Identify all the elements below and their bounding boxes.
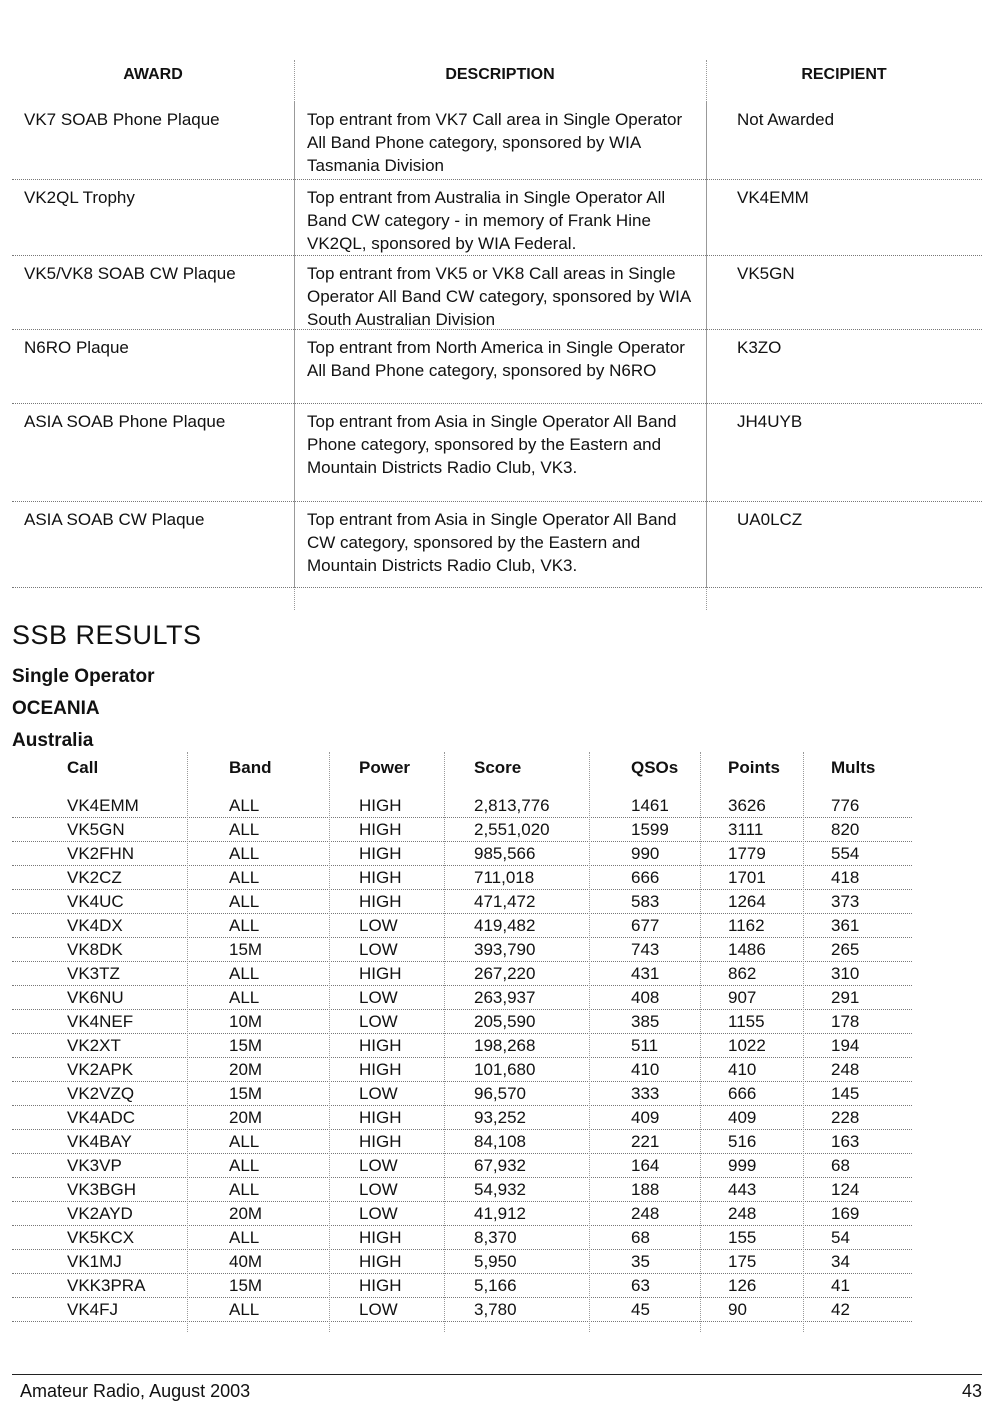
- mults-cell: 291: [831, 988, 860, 1007]
- power-cell: HIGH: [359, 1132, 402, 1151]
- mults-cell: 68: [831, 1156, 850, 1175]
- qsos-cell: 666: [631, 868, 660, 887]
- score-cell: 263,937: [474, 988, 536, 1007]
- result-row: [12, 866, 912, 890]
- points-header: Points: [728, 758, 780, 777]
- power-cell: HIGH: [359, 1252, 402, 1271]
- mults-header: Mults: [831, 758, 876, 777]
- result-row: [12, 1034, 912, 1058]
- band-cell: 20M: [229, 1108, 263, 1127]
- awards-table: [12, 60, 982, 588]
- results-table: [12, 752, 912, 1322]
- band-cell: 15M: [229, 1276, 263, 1295]
- power-cell: LOW: [359, 1204, 398, 1223]
- score-cell: 101,680: [474, 1060, 536, 1079]
- call-cell: VK4DX: [67, 916, 123, 935]
- qsos-cell: 743: [631, 940, 660, 959]
- call-cell: VK2CZ: [67, 868, 122, 887]
- band-cell: ALL: [229, 916, 260, 935]
- points-cell: 666: [728, 1084, 757, 1103]
- call-header: Call: [67, 758, 99, 777]
- award-recipient: K3ZO: [706, 330, 982, 403]
- award-row: [12, 102, 982, 180]
- award-name: VK5/VK8 SOAB CW Plaque: [24, 264, 236, 283]
- page-number: 43: [961, 1381, 982, 1401]
- qsos-cell: 409: [631, 1108, 660, 1127]
- call-cell: VK4NEF: [67, 1012, 134, 1031]
- points-cell: 3626: [728, 796, 766, 815]
- result-row: [12, 1082, 912, 1106]
- score-cell: 393,790: [474, 940, 536, 959]
- power-cell: LOW: [359, 1156, 398, 1175]
- score-header: Score: [474, 758, 522, 777]
- result-row: [12, 986, 912, 1010]
- award-description: Top entrant from Asia in Single Operator All Band CW category, sponsored by the Eastern and Mountain Districts Radio Club, VK3.: [294, 502, 706, 587]
- score-cell: 67,932: [474, 1156, 526, 1175]
- band-cell: ALL: [229, 1300, 260, 1319]
- points-cell: 409: [728, 1108, 757, 1127]
- call-cell: VK8DK: [67, 940, 123, 959]
- power-cell: HIGH: [359, 1108, 402, 1127]
- band-cell: 10M: [229, 1012, 263, 1031]
- mults-cell: 124: [831, 1180, 860, 1199]
- points-cell: 516: [728, 1132, 757, 1151]
- score-cell: 93,252: [474, 1108, 526, 1127]
- points-cell: 1486: [728, 940, 766, 959]
- qsos-cell: 408: [631, 988, 660, 1007]
- award-name: ASIA SOAB Phone Plaque: [24, 412, 226, 431]
- qsos-cell: 221: [631, 1132, 660, 1151]
- recipient-header: RECIPIENT: [801, 66, 887, 83]
- award-row: [12, 404, 982, 502]
- mults-cell: 34: [831, 1252, 850, 1271]
- qsos-cell: 63: [631, 1276, 650, 1295]
- power-cell: LOW: [359, 1300, 398, 1319]
- points-cell: 3111: [728, 820, 764, 839]
- mults-cell: 554: [831, 844, 860, 863]
- column-divider: [803, 752, 804, 1332]
- qsos-cell: 333: [631, 1084, 660, 1103]
- award-name: VK7 SOAB Phone Plaque: [24, 110, 220, 129]
- band-cell: ALL: [229, 1132, 260, 1151]
- power-cell: HIGH: [359, 892, 402, 911]
- power-cell: HIGH: [359, 1036, 402, 1055]
- result-row: [12, 1298, 912, 1322]
- score-cell: 5,166: [474, 1276, 517, 1295]
- points-cell: 1701: [728, 868, 766, 887]
- band-cell: ALL: [229, 988, 260, 1007]
- band-cell: 15M: [229, 940, 263, 959]
- qsos-cell: 1461: [631, 796, 669, 815]
- award-header: AWARD: [123, 66, 183, 83]
- call-cell: VK6NU: [67, 988, 124, 1007]
- points-cell: 1022: [728, 1036, 766, 1055]
- band-cell: ALL: [229, 964, 260, 983]
- result-row: [12, 962, 912, 986]
- result-row: [12, 1274, 912, 1298]
- power-cell: LOW: [359, 1180, 398, 1199]
- result-row: [12, 1202, 912, 1226]
- award-description: Top entrant from North America in Single Operator All Band Phone category, sponsored by N6RO: [294, 330, 706, 403]
- mults-cell: 265: [831, 940, 860, 959]
- band-cell: 15M: [229, 1084, 263, 1103]
- page-footer: [12, 1374, 982, 1405]
- band-cell: ALL: [229, 1180, 260, 1199]
- qsos-header: QSOs: [631, 758, 679, 777]
- points-cell: 999: [728, 1156, 757, 1175]
- score-cell: 198,268: [474, 1036, 536, 1055]
- award-name: VK2QL Trophy: [24, 188, 135, 207]
- qsos-cell: 1599: [631, 820, 669, 839]
- region-heading: OCEANIA: [12, 698, 100, 719]
- power-cell: LOW: [359, 988, 398, 1007]
- call-cell: VK2VZQ: [67, 1084, 135, 1103]
- mults-cell: 373: [831, 892, 860, 911]
- call-cell: VK4UC: [67, 892, 124, 911]
- awards-header-row: [12, 60, 982, 102]
- mults-cell: 54: [831, 1228, 850, 1247]
- points-cell: 862: [728, 964, 757, 983]
- qsos-cell: 990: [631, 844, 660, 863]
- qsos-cell: 68: [631, 1228, 650, 1247]
- award-description: Top entrant from Australia in Single Operator All Band CW category - in memory of Frank Hine VK2QL, sponsored by WIA Federal.: [294, 180, 706, 255]
- band-cell: 40M: [229, 1252, 263, 1271]
- qsos-cell: 35: [631, 1252, 650, 1271]
- award-recipient: UA0LCZ: [706, 502, 982, 587]
- award-recipient: VK4EMM: [706, 180, 982, 255]
- result-row: [12, 1058, 912, 1082]
- column-divider: [294, 60, 295, 610]
- qsos-cell: 583: [631, 892, 660, 911]
- result-row: [12, 1226, 912, 1250]
- country-heading: Australia: [12, 730, 94, 751]
- mults-cell: 169: [831, 1204, 860, 1223]
- call-cell: VK2FHN: [67, 844, 135, 863]
- description-header: DESCRIPTION: [445, 66, 555, 83]
- mults-cell: 41: [831, 1276, 850, 1295]
- result-row: [12, 1106, 912, 1130]
- qsos-cell: 431: [631, 964, 660, 983]
- qsos-cell: 410: [631, 1060, 660, 1079]
- qsos-cell: 45: [631, 1300, 650, 1319]
- call-cell: VK3BGH: [67, 1180, 136, 1199]
- band-cell: ALL: [229, 892, 260, 911]
- band-cell: ALL: [229, 844, 260, 863]
- mults-cell: 310: [831, 964, 860, 983]
- result-row: [12, 818, 912, 842]
- points-cell: 175: [728, 1252, 757, 1271]
- score-cell: 41,912: [474, 1204, 526, 1223]
- score-cell: 471,472: [474, 892, 536, 911]
- points-cell: 1264: [728, 892, 766, 911]
- qsos-cell: 188: [631, 1180, 660, 1199]
- call-cell: VK2AYD: [67, 1204, 133, 1223]
- score-cell: 3,780: [474, 1300, 517, 1319]
- power-cell: LOW: [359, 940, 398, 959]
- band-cell: ALL: [229, 1156, 260, 1175]
- category-heading: Single Operator: [12, 666, 155, 687]
- qsos-cell: 164: [631, 1156, 660, 1175]
- band-cell: ALL: [229, 868, 260, 887]
- column-divider: [706, 60, 707, 610]
- qsos-cell: 511: [631, 1036, 659, 1055]
- award-name: ASIA SOAB CW Plaque: [24, 510, 205, 529]
- points-cell: 1162: [728, 916, 765, 935]
- points-cell: 248: [728, 1204, 757, 1223]
- power-cell: HIGH: [359, 796, 402, 815]
- score-cell: 267,220: [474, 964, 536, 983]
- power-cell: LOW: [359, 1084, 398, 1103]
- result-row: [12, 1178, 912, 1202]
- call-cell: VK4ADC: [67, 1108, 136, 1127]
- points-cell: 443: [728, 1180, 757, 1199]
- points-cell: 1779: [728, 844, 766, 863]
- column-divider: [329, 752, 330, 1332]
- call-cell: VK2XT: [67, 1036, 121, 1055]
- call-cell: VKK3PRA: [67, 1276, 146, 1295]
- band-cell: 15M: [229, 1036, 263, 1055]
- power-cell: LOW: [359, 916, 398, 935]
- qsos-cell: 677: [631, 916, 660, 935]
- mults-cell: 145: [831, 1084, 860, 1103]
- award-recipient: Not Awarded: [706, 102, 982, 179]
- award-description: Top entrant from Asia in Single Operator All Band Phone category, sponsored by the Eastern and Mountain Districts Radio Club, VK3.: [294, 404, 706, 501]
- band-header: Band: [229, 758, 272, 777]
- mults-cell: 361: [831, 916, 860, 935]
- points-cell: 1155: [728, 1012, 765, 1031]
- column-divider: [700, 752, 701, 1332]
- power-cell: LOW: [359, 1012, 398, 1031]
- power-header: Power: [359, 758, 411, 777]
- mults-cell: 42: [831, 1300, 850, 1319]
- call-cell: VK2APK: [67, 1060, 134, 1079]
- mults-cell: 820: [831, 820, 860, 839]
- award-row: [12, 256, 982, 330]
- award-recipient: VK5GN: [706, 256, 982, 329]
- score-cell: 985,566: [474, 844, 536, 863]
- result-row: [12, 1010, 912, 1034]
- call-cell: VK3TZ: [67, 964, 120, 983]
- column-divider: [444, 752, 445, 1332]
- power-cell: HIGH: [359, 964, 402, 983]
- column-divider: [187, 752, 188, 1332]
- result-row: [12, 938, 912, 962]
- section-title: SSB RESULTS: [12, 620, 202, 650]
- power-cell: HIGH: [359, 1060, 402, 1079]
- power-cell: HIGH: [359, 1276, 402, 1295]
- award-description: Top entrant from VK7 Call area in Single Operator All Band Phone category, sponsored by WIA Tasmania Division: [294, 102, 706, 179]
- points-cell: 907: [728, 988, 757, 1007]
- result-row: [12, 1154, 912, 1178]
- award-description: Top entrant from VK5 or VK8 Call areas in Single Operator All Band CW category, sponsored by WIA South Australian Division: [294, 256, 706, 329]
- results-header-row: [12, 752, 912, 794]
- score-cell: 2,551,020: [474, 820, 550, 839]
- score-cell: 54,932: [474, 1180, 526, 1199]
- band-cell: ALL: [229, 796, 260, 815]
- mults-cell: 194: [831, 1036, 860, 1055]
- score-cell: 84,108: [474, 1132, 526, 1151]
- score-cell: 5,950: [474, 1252, 517, 1271]
- band-cell: 20M: [229, 1060, 263, 1079]
- column-divider: [589, 752, 590, 1332]
- score-cell: 205,590: [474, 1012, 536, 1031]
- call-cell: VK5GN: [67, 820, 125, 839]
- result-row: [12, 842, 912, 866]
- points-cell: 410: [728, 1060, 757, 1079]
- publication-name: Amateur Radio, August 2003: [20, 1381, 251, 1401]
- qsos-cell: 248: [631, 1204, 660, 1223]
- mults-cell: 248: [831, 1060, 860, 1079]
- result-row: [12, 914, 912, 938]
- mults-cell: 163: [831, 1132, 860, 1151]
- mults-cell: 418: [831, 868, 860, 887]
- points-cell: 90: [728, 1300, 747, 1319]
- band-cell: 20M: [229, 1204, 263, 1223]
- call-cell: VK1MJ: [67, 1252, 122, 1271]
- call-cell: VK5KCX: [67, 1228, 135, 1247]
- points-cell: 155: [728, 1228, 757, 1247]
- result-row: [12, 794, 912, 818]
- points-cell: 126: [728, 1276, 757, 1295]
- result-row: [12, 890, 912, 914]
- score-cell: 419,482: [474, 916, 536, 935]
- band-cell: ALL: [229, 1228, 260, 1247]
- power-cell: HIGH: [359, 868, 402, 887]
- result-row: [12, 1130, 912, 1154]
- power-cell: HIGH: [359, 820, 402, 839]
- score-cell: 8,370: [474, 1228, 517, 1247]
- mults-cell: 178: [831, 1012, 860, 1031]
- call-cell: VK4FJ: [67, 1300, 119, 1319]
- score-cell: 96,570: [474, 1084, 526, 1103]
- score-cell: 2,813,776: [474, 796, 550, 815]
- call-cell: VK3VP: [67, 1156, 122, 1175]
- qsos-cell: 385: [631, 1012, 660, 1031]
- award-name: N6RO Plaque: [24, 338, 129, 357]
- score-cell: 711,018: [474, 868, 535, 887]
- award-row: [12, 330, 982, 404]
- power-cell: HIGH: [359, 844, 402, 863]
- mults-cell: 776: [831, 796, 860, 815]
- band-cell: ALL: [229, 820, 260, 839]
- power-cell: HIGH: [359, 1228, 402, 1247]
- result-row: [12, 1250, 912, 1274]
- mults-cell: 228: [831, 1108, 860, 1127]
- award-row: [12, 502, 982, 588]
- call-cell: VK4EMM: [67, 796, 139, 815]
- award-row: [12, 180, 982, 256]
- call-cell: VK4BAY: [67, 1132, 132, 1151]
- award-recipient: JH4UYB: [706, 404, 982, 501]
